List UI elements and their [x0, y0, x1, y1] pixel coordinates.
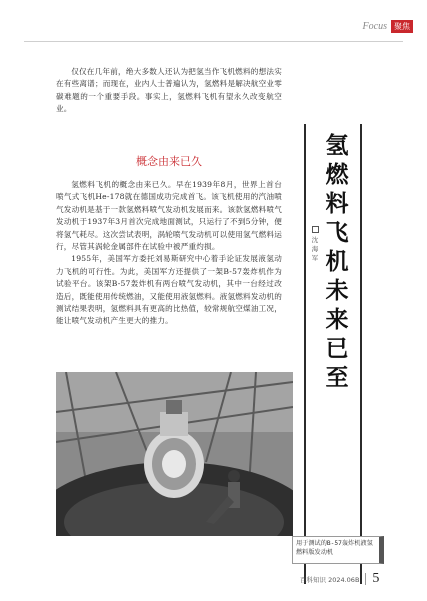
- section-header: [363, 20, 413, 33]
- author-square-icon: [312, 226, 319, 233]
- main-text: [56, 179, 282, 328]
- paragraph-2: 1955年，美国军方委托刘易斯研究中心着手论证发展液氢动力飞机的可行性。为此，美国军方还提供了一架B-57轰炸机作为试验平台。该架B-57轰炸机有两台喷气发动机，其中一台经过改造后，既能使用传统燃油，又能使用液氢燃料。液氢燃料发动机的测试结果表明，氢燃料具有更高的比热值，较常规航空煤油工况，能让喷气发动机产生更大的推力。: [56, 254, 283, 326]
- section-word: Focus: [362, 21, 387, 32]
- page-number: 5: [372, 571, 380, 586]
- page-footer: [300, 571, 379, 587]
- header-divider: [24, 41, 403, 42]
- footer-divider: [365, 573, 366, 585]
- intro-text: [56, 66, 282, 116]
- section-tag: 聚焦: [391, 20, 413, 33]
- engine-photo: [56, 372, 293, 536]
- article-title: 氢 燃 料 飞 机 未 来 已 至: [325, 133, 349, 391]
- intro-paragraph: 仅仅在几年前，绝大多数人还认为把氢当作飞机燃料的想法实在有些离谱；而现在，业内人士普遍认为，氢燃料是解决航空业零碳难题的一个重要手段。事实上，氢燃料飞机有望永久改变航空业。: [56, 67, 283, 114]
- engine-photo-illustration: [56, 372, 293, 536]
- journal-issue: 百科知识 2024.06B: [300, 575, 360, 584]
- paragraph-1: 氢燃料飞机的概念由来已久。早在1939年8月，世界上首台喷气式飞机He-178就在德国成功完成首飞。该飞机使用的汽油喷气发动机是基于一款氢燃料喷气发动机发展而来。该款氢燃料喷气发动机于1937年3月首次完成地面测试，只运行了不到5分钟，便将氢气耗尽。这次尝试表明，涡轮喷气发动机可以使用氢气燃料运行，尽管其涡轮金属部件在试验中被严重灼损。: [56, 180, 283, 252]
- author-byline: 沈 海 军: [310, 226, 320, 263]
- photo-caption: 用于测试的B-57轰炸机液氢燃料版发动机: [296, 540, 373, 556]
- subheading: 概念由来已久: [136, 155, 202, 168]
